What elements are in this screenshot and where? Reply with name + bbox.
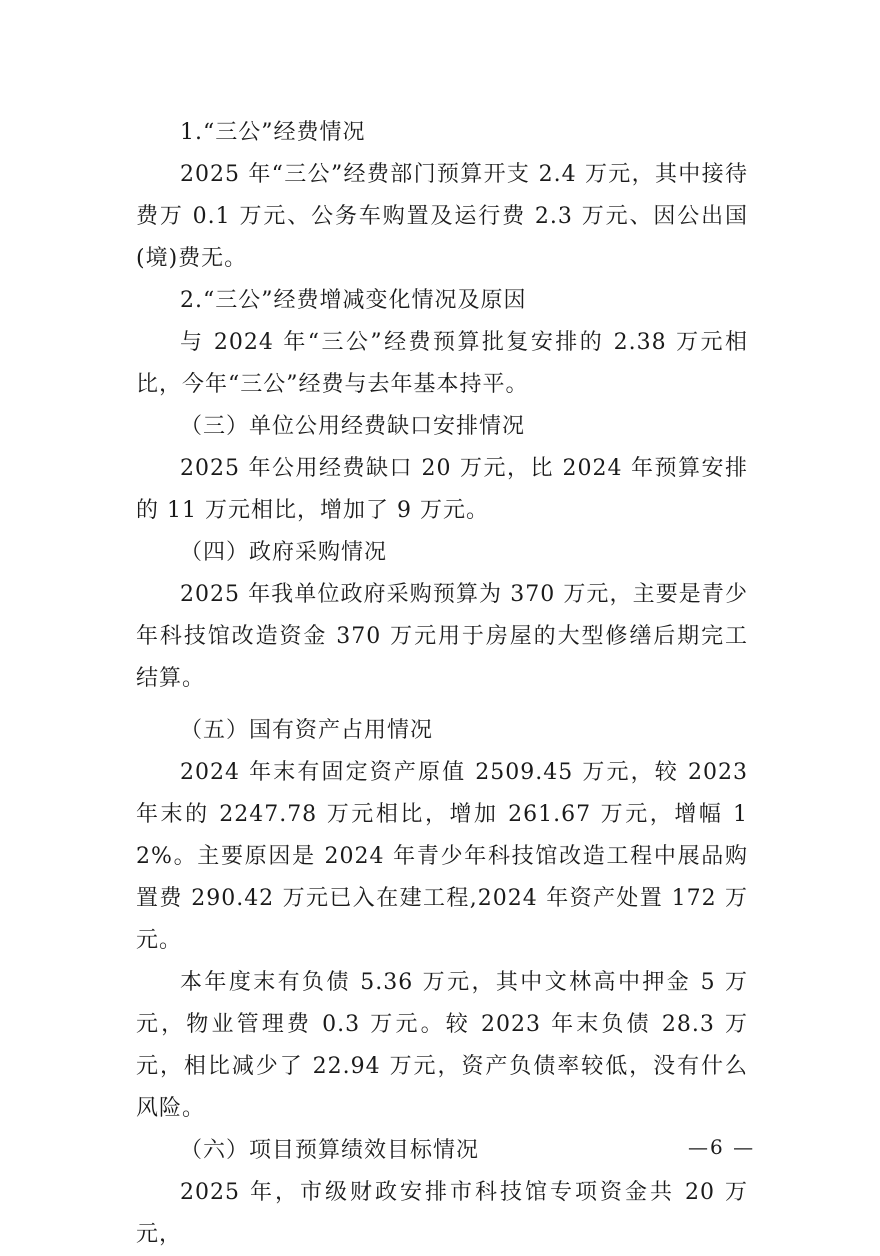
heading-state-assets: （五）国有资产占用情况: [180, 718, 434, 743]
paragraph-liabilities: 本年度末有负债 5.36 万元，其中文林高中押金 5 万元，物业管理费 0.3 万元。较 2023 年末负债 28.3 万元，相比减少了 22.94 万元，资产负债率较低，没有什么风险。: [136, 970, 748, 1121]
paragraph-fixed-assets: 2024 年末有固定资产原值 2509.45 万元，较 2023 年末的 2247.78 万元相比，增加 261.67 万元，增幅 12%。主要原因是 2024 年青少年科技馆改造工程中展品购置费 290.42 万元已入在建工程,2024 年资产处置 172 万元。: [136, 760, 748, 953]
paragraph-government-procurement: 2025 年我单位政府采购预算为 370 万元，主要是青少年科技馆改造资金 370 万元用于房屋的大型修缮后期完工结算。: [136, 582, 748, 691]
paragraph-san-gong-budget: 2025 年“三公”经费部门预算开支 2.4 万元，其中接待费万 0.1 万元、公务车购置及运行费 2.3 万元、因公出国(境)费无。: [136, 162, 748, 271]
paragraph-public-funds-gap: 2025 年公用经费缺口 20 万元，比 2024 年预算安排的 11 万元相比，增加了 9 万元。: [136, 456, 748, 523]
paragraph-san-gong-comparison: 与 2024 年“三公”经费预算批复安排的 2.38 万元相比，今年“三公”经费与去年基本持平。: [136, 330, 748, 397]
document-body: [136, 112, 748, 1256]
page-number: —6 —: [688, 1135, 756, 1159]
heading-san-gong-expenses: 1.“三公”经费情况: [180, 120, 366, 145]
paragraph-special-funds: 2025 年，市级财政安排市科技馆专项资金共 20 万元，: [136, 1180, 748, 1247]
heading-performance-targets: （六）项目预算绩效目标情况: [180, 1138, 480, 1163]
heading-government-procurement: （四）政府采购情况: [180, 540, 388, 565]
heading-public-funds-gap: （三）单位公用经费缺口安排情况: [180, 414, 526, 439]
heading-san-gong-change: 2.“三公”经费增减变化情况及原因: [180, 288, 527, 313]
